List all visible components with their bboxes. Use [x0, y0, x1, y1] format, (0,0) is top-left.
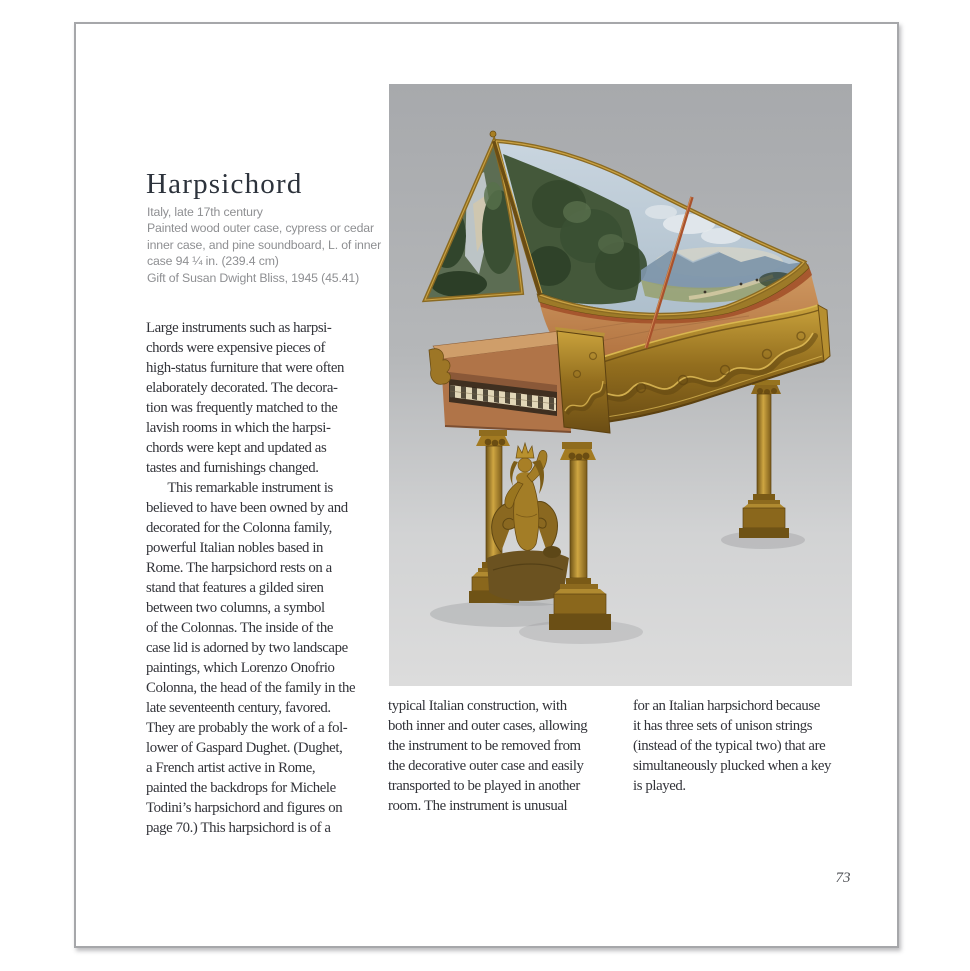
text-line: it has three sets of unison strings [633, 718, 813, 734]
text-line: elaborately decorated. The decora- [146, 380, 338, 396]
keyboard [429, 331, 571, 432]
text-line: Rome. The harpsichord rests on a [146, 560, 332, 576]
text-line: believed to have been owned by and [146, 500, 348, 516]
text-line: page 70.) This harpsichord is of a [146, 820, 331, 836]
body-column-right [633, 696, 873, 796]
text-line: case lid is adorned by two landscape [146, 640, 348, 656]
text-line: Colonna, the head of the family in the [146, 680, 356, 696]
text-line: room. The instrument is unusual [388, 798, 568, 814]
caption-line: inner case, and pine soundboard, L. of inner [147, 237, 382, 252]
text-line: lavish rooms in which the harpsi- [146, 420, 331, 436]
text-line: of the Colonnas. The inside of the [146, 620, 334, 636]
text-line: paintings, which Lorenzo Onofrio [146, 660, 335, 676]
caption-line: Gift of Susan Dwight Bliss, 1945 (45.41) [147, 270, 360, 285]
text-line: lower of Gaspard Dughet. (Dughet, [146, 740, 343, 756]
text-line: Large instruments such as harpsi- [146, 320, 332, 336]
text-line: chords were kept and updated as [146, 440, 327, 456]
lid-finial [490, 131, 496, 137]
text-line: This remarkable instrument is [146, 480, 333, 496]
object-caption [147, 204, 381, 286]
text-line: is played. [633, 778, 686, 794]
corner-post [555, 327, 610, 433]
text-line: for an Italian harpsichord because [633, 698, 820, 714]
text-line: stand that features a gilded siren [146, 580, 324, 596]
caption-line: case 94 ¼ in. (239.4 cm) [147, 254, 279, 269]
text-line: a French artist active in Rome, [146, 760, 316, 776]
page-number: 73 [835, 870, 851, 886]
text-line: transported to be played in another [388, 778, 580, 794]
body-column-middle [388, 696, 624, 816]
text-line: high-status furniture that were often [146, 360, 345, 376]
text-line: late seventeenth century, favored. [146, 700, 331, 716]
text-line: between two columns, a symbol [146, 600, 325, 616]
caption-line: Italy, late 17th century [147, 205, 263, 219]
text-line: tastes and furnishings changed. [146, 460, 319, 476]
harpsichord-photo [389, 84, 852, 686]
page-title: Harpsichord [146, 168, 303, 200]
caption-line: Painted wood outer case, cypress or cedar [147, 221, 374, 236]
body-column-left [146, 318, 386, 838]
text-line: simultaneously plucked when a key [633, 758, 832, 774]
text-line: typical Italian construction, with [388, 698, 567, 714]
text-line: the instrument to be removed from [388, 738, 581, 754]
text-line: Todini’s harpsichord and figures on [146, 800, 343, 816]
text-line: both inner and outer cases, allowing [388, 718, 588, 734]
text-line: decorated for the Colonna family, [146, 520, 332, 536]
text-line: They are probably the work of a fol- [146, 720, 348, 736]
text-line: the decorative outer case and easily [388, 758, 584, 774]
text-line: (instead of the typical two) that are [633, 738, 826, 754]
book-page [74, 22, 899, 948]
text-line: powerful Italian nobles based in [146, 540, 324, 556]
text-line: tion was frequently matched to the [146, 400, 338, 416]
text-line: chords were expensive pieces of [146, 340, 326, 356]
text-line: painted the backdrops for Michele [146, 780, 336, 796]
